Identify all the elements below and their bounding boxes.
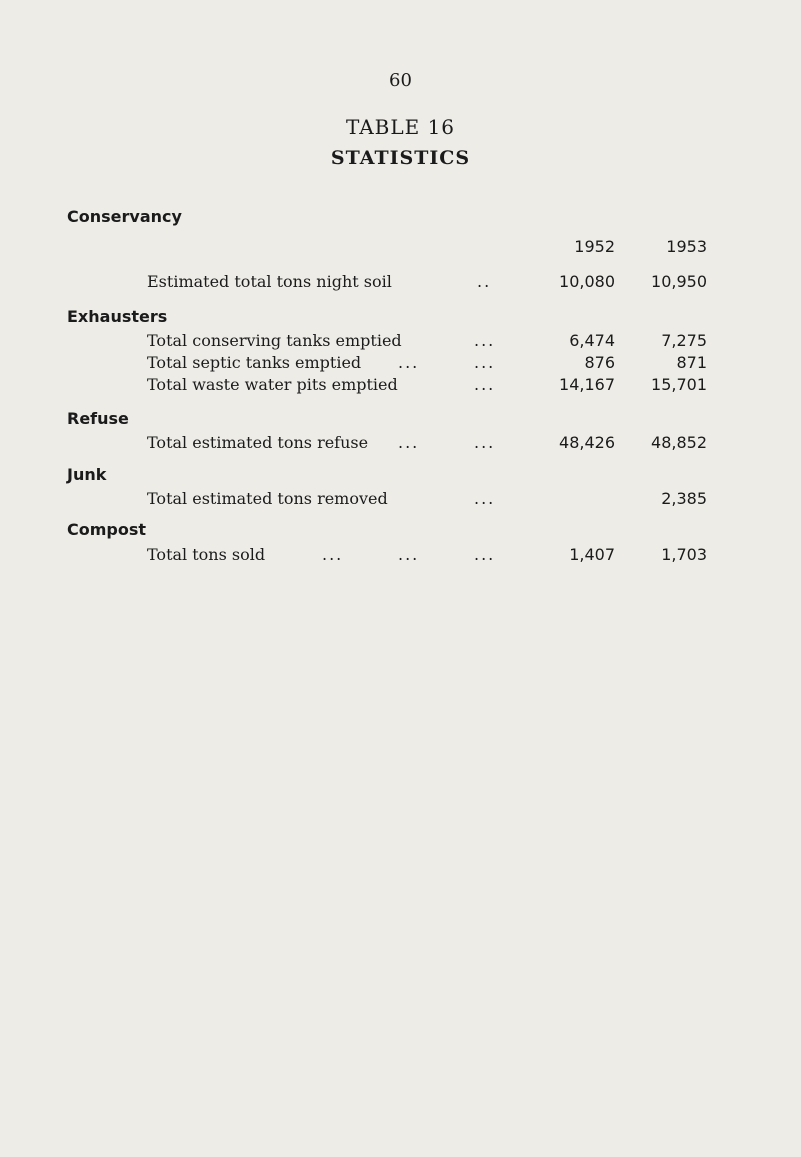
row-leader: ... xyxy=(474,545,496,564)
row-leader: ... xyxy=(474,489,496,508)
row-leader: ... xyxy=(474,433,496,452)
section-heading-compost: Compost xyxy=(67,520,147,539)
value-1953: 2,385 xyxy=(661,489,707,508)
section-heading-exhausters: Exhausters xyxy=(67,307,168,326)
value-1953: 48,852 xyxy=(651,433,707,452)
value-1953: 1,703 xyxy=(661,545,707,564)
value-1952: 6,474 xyxy=(569,331,615,350)
row-label: Total septic tanks emptied xyxy=(147,353,362,372)
value-1952: 48,426 xyxy=(559,433,615,452)
value-1953: 7,275 xyxy=(661,331,707,350)
row-label: Total conserving tanks emptied xyxy=(147,331,402,350)
table-title: TABLE 16 xyxy=(345,115,456,139)
column-header-1953: 1953 xyxy=(666,237,707,256)
value-1953: 10,950 xyxy=(651,272,707,291)
row-leader: ... xyxy=(474,353,496,372)
row-leader: .. xyxy=(477,272,492,291)
value-1953: 15,701 xyxy=(651,375,707,394)
section-heading-junk: Junk xyxy=(67,465,107,484)
row-leader: ... xyxy=(398,433,420,452)
value-1952: 14,167 xyxy=(559,375,615,394)
table-subtitle: STATISTICS xyxy=(330,147,471,169)
value-1953: 871 xyxy=(676,353,707,372)
row-label: Total estimated tons removed xyxy=(147,489,388,508)
value-1952: 876 xyxy=(584,353,615,372)
row-label: Estimated total tons night soil xyxy=(147,272,392,291)
column-header-1952: 1952 xyxy=(574,237,615,256)
row-label: Total waste water pits emptied xyxy=(147,375,398,394)
row-label: Total tons sold xyxy=(147,545,266,564)
section-heading-conservancy: Conservancy xyxy=(67,207,182,226)
value-1952: 10,080 xyxy=(559,272,615,291)
section-heading-refuse: Refuse xyxy=(67,409,129,428)
page-number: 60 xyxy=(389,70,412,91)
row-leader: ... xyxy=(474,375,496,394)
row-leader: ... xyxy=(322,545,344,564)
value-1952: 1,407 xyxy=(569,545,615,564)
row-leader: ... xyxy=(474,331,496,350)
row-label: Total estimated tons refuse xyxy=(147,433,369,452)
row-leader: ... xyxy=(398,545,420,564)
row-leader: ... xyxy=(398,353,420,372)
